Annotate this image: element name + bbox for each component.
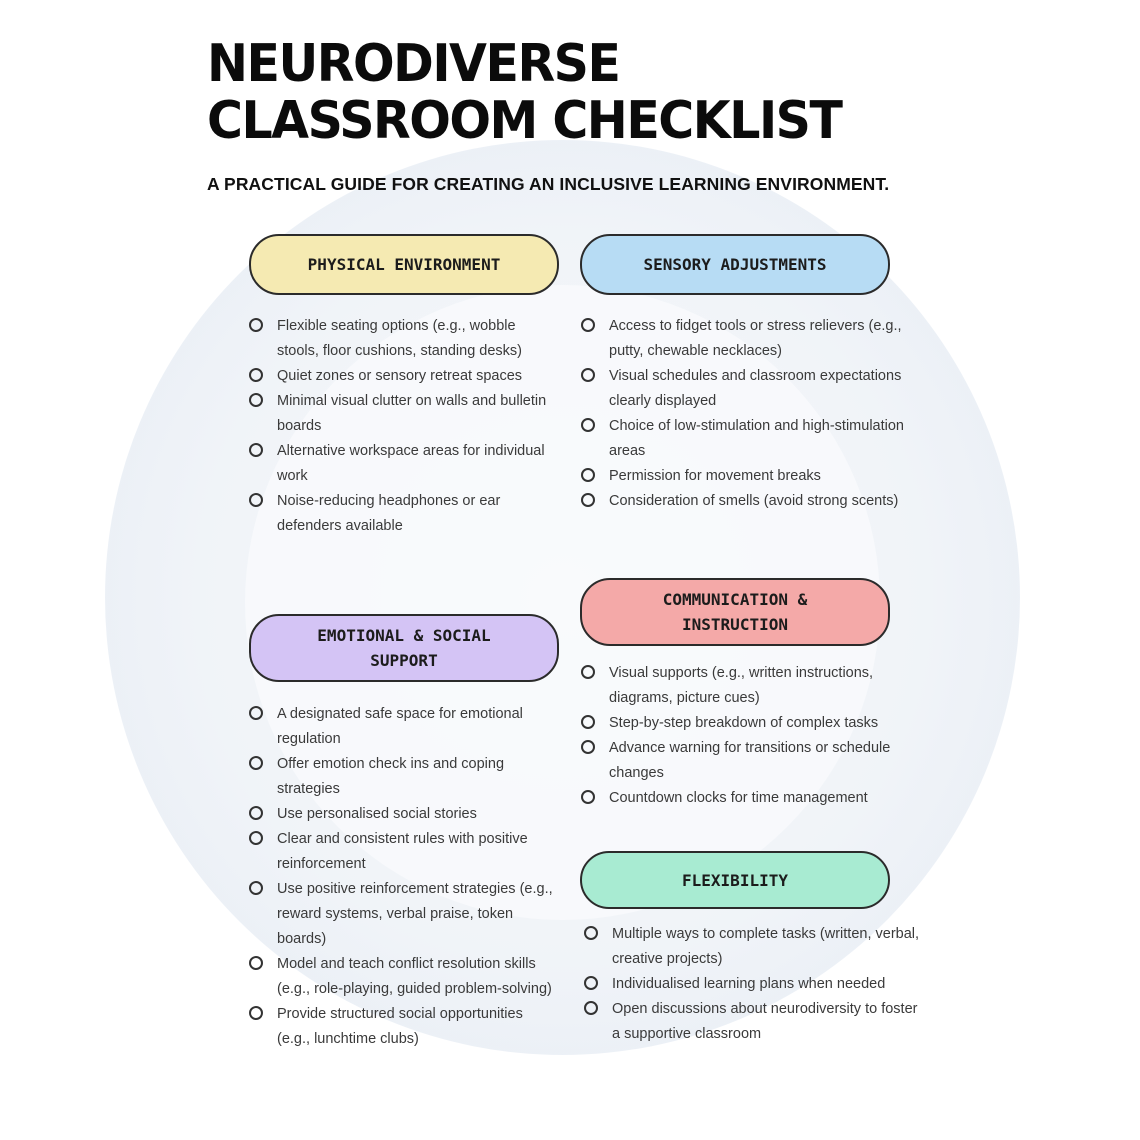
- checkbox-circle[interactable]: [584, 1001, 598, 1015]
- checklist-item-text: Individualised learning plans when needed: [612, 976, 886, 992]
- section-header-sensory-adjustments: [580, 234, 890, 295]
- checklist-item: [581, 736, 926, 786]
- checklist-item: [581, 364, 916, 414]
- checklist-item: [249, 952, 554, 1002]
- checkbox-circle[interactable]: [249, 756, 263, 770]
- section-title: SENSORY ADJUSTMENTS: [643, 255, 827, 274]
- checklist-item-text: Countdown clocks for time management: [609, 790, 868, 806]
- checklist-item: [581, 464, 916, 489]
- checklist-item: [584, 922, 924, 972]
- checklist-item-text: Visual schedules and classroom expectations clearly displayed: [609, 368, 902, 409]
- emotional-social-support-list: [249, 702, 554, 1052]
- flexibility-list: [584, 922, 924, 1047]
- checkbox-circle[interactable]: [581, 740, 595, 754]
- checklist-item: [581, 489, 916, 514]
- checkbox-circle[interactable]: [581, 318, 595, 332]
- checklist-item-text: Noise-reducing headphones or ear defenders available: [277, 493, 501, 534]
- checkbox-circle[interactable]: [249, 956, 263, 970]
- checkbox-circle[interactable]: [584, 976, 598, 990]
- checkbox-circle[interactable]: [249, 443, 263, 457]
- checkbox-circle[interactable]: [249, 393, 263, 407]
- section-title: PHYSICAL ENVIRONMENT: [307, 255, 501, 274]
- communication-instruction-list: [581, 661, 926, 811]
- checklist-item-text: Open discussions about neurodiversity to foster a supportive classroom: [612, 1001, 918, 1042]
- checklist-item-text: Consideration of smells (avoid strong scents): [609, 493, 899, 509]
- section-title: FLEXIBILITY: [682, 870, 788, 890]
- checklist-item: [249, 702, 554, 752]
- checkbox-circle[interactable]: [249, 493, 263, 507]
- checklist-item-text: Access to fidget tools or stress relievers (e.g., putty, chewable necklaces): [609, 318, 902, 359]
- section-title: EMOTIONAL & SOCIAL SUPPORT: [317, 626, 491, 670]
- checklist-item: [584, 972, 924, 997]
- checklist-item-text: Use positive reinforcement strategies (e.g., reward systems, verbal praise, token boards): [277, 881, 553, 947]
- checklist-item-text: Alternative workspace areas for individual work: [277, 443, 545, 484]
- checklist-item-text: Model and teach conflict resolution skills (e.g., role-playing, guided problem-solving): [277, 956, 552, 997]
- title-line-2: CLASSROOM CHECKLIST: [207, 90, 842, 151]
- checklist-item: [249, 439, 549, 489]
- page-title: [207, 33, 842, 151]
- checkbox-circle[interactable]: [581, 493, 595, 507]
- checklist-item: [249, 489, 549, 539]
- checklist-item: [249, 802, 554, 827]
- checklist-item: [584, 997, 924, 1047]
- checklist-item-text: Offer emotion check ins and coping strategies: [277, 756, 505, 797]
- checklist-item: [249, 389, 549, 439]
- checkbox-circle[interactable]: [249, 706, 263, 720]
- checkbox-circle[interactable]: [581, 468, 595, 482]
- checklist-item-text: Flexible seating options (e.g., wobble stools, floor cushions, standing desks): [277, 318, 523, 359]
- checkbox-circle[interactable]: [249, 881, 263, 895]
- checklist-item-text: Multiple ways to complete tasks (written, verbal, creative projects): [612, 926, 920, 967]
- checkbox-circle[interactable]: [249, 318, 263, 332]
- checkbox-circle[interactable]: [249, 368, 263, 382]
- checklist-item-text: Permission for movement breaks: [609, 468, 821, 484]
- title-line-1: NEURODIVERSE: [207, 33, 620, 94]
- checkbox-circle[interactable]: [581, 418, 595, 432]
- section-header-emotional-social-support: [249, 614, 559, 682]
- checklist-item: [249, 1002, 554, 1052]
- checkbox-circle[interactable]: [249, 1006, 263, 1020]
- checklist-item-text: Provide structured social opportunities (e.g., lunchtime clubs): [277, 1006, 523, 1047]
- checkbox-circle[interactable]: [249, 831, 263, 845]
- checklist-item: [581, 711, 926, 736]
- checklist-item-text: Quiet zones or sensory retreat spaces: [277, 368, 523, 384]
- checklist-item: [581, 661, 926, 711]
- checklist-item: [581, 786, 926, 811]
- checklist-item-text: Clear and consistent rules with positive reinforcement: [277, 831, 528, 872]
- section-header-flexibility: [580, 851, 890, 909]
- checklist-item-text: Advance warning for transitions or schedule changes: [609, 740, 891, 781]
- sensory-adjustments-list: [581, 314, 916, 514]
- checklist-item: [249, 364, 549, 389]
- checklist-item-text: Use personalised social stories: [277, 806, 477, 822]
- section-header-communication-instruction: [580, 578, 890, 646]
- checklist-item: [581, 414, 916, 464]
- checklist-item-text: Step-by-step breakdown of complex tasks: [609, 715, 879, 731]
- checklist-item: [249, 877, 554, 952]
- checkbox-circle[interactable]: [581, 368, 595, 382]
- checkbox-circle[interactable]: [581, 715, 595, 729]
- physical-environment-list: [249, 314, 549, 539]
- section-title: COMMUNICATION & INSTRUCTION: [662, 590, 808, 634]
- checklist-item-text: Choice of low-stimulation and high-stimulation areas: [609, 418, 904, 459]
- checklist-item: [249, 314, 549, 364]
- checklist-item: [581, 314, 916, 364]
- checkbox-circle[interactable]: [581, 665, 595, 679]
- checklist-item: [249, 827, 554, 877]
- page-subtitle: A PRACTICAL GUIDE FOR CREATING AN INCLUSIVE LEARNING ENVIRONMENT.: [207, 174, 890, 194]
- checkbox-circle[interactable]: [584, 926, 598, 940]
- checklist-item-text: Minimal visual clutter on walls and bulletin boards: [277, 393, 547, 434]
- section-header-physical-environment: [249, 234, 559, 295]
- checklist-item: [249, 752, 554, 802]
- checkbox-circle[interactable]: [581, 790, 595, 804]
- checkbox-circle[interactable]: [249, 806, 263, 820]
- checklist-item-text: Visual supports (e.g., written instructions, diagrams, picture cues): [609, 665, 874, 706]
- checklist-item-text: A designated safe space for emotional regulation: [277, 706, 523, 747]
